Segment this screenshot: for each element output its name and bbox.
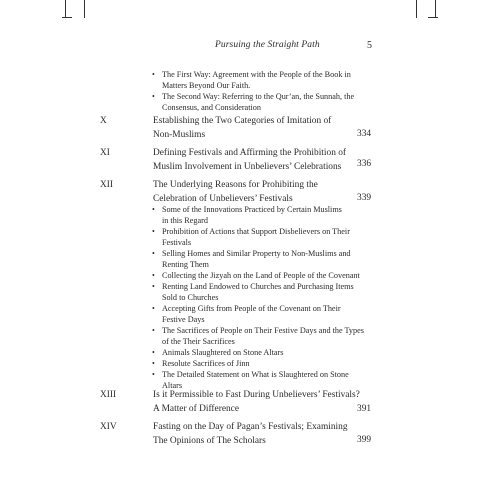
chapter-title: Fasting on the Day of Pagan’s Festivals; Examining The Opinions of The Scholars [153,422,348,446]
page-number: 5 [367,40,372,51]
toc-bullet: • Resolute Sacrifices of Jinn [152,359,250,368]
toc-bullet: • Selling Homes and Similar Property to Non-Muslims and Renting Them [152,249,351,270]
toc-bullet: • Accepting Gifts from People of the Covenant on Their Festive Days [152,304,341,325]
toc-bullet: • Some of the Innovations Practiced by Certain Muslims in this Regard [152,205,342,226]
crop-mark-top-left-v2 [84,0,85,18]
chapter-page: 336 [357,159,372,169]
chapter-numeral: XI [100,148,110,158]
crop-mark-top-right-h [428,17,438,18]
chapter-page: 339 [357,193,372,203]
toc-bullet: • The Sacrifices of People on Their Festive Days and the Types of the Their Sacrifices [152,326,364,347]
toc-bullet: • Renting Land Endowed to Churches and Purchasing Items Sold to Churches [152,282,354,303]
crop-mark-top-right-v2 [435,0,436,18]
chapter-title: The Underlying Reasons for Prohibiting the Celebration of Unbelievers’ Festivals [153,180,318,204]
toc-bullet: • Collecting the Jizyah on the Land of People of the Covenant [152,271,360,280]
toc-bullet: • Animals Slaughtered on Stone Altars [152,348,284,357]
toc-bullet: • The First Way: Agreement with the People of the Book in Matters Beyond Our Faith. [152,70,351,91]
chapter-numeral: X [100,116,107,126]
crop-mark-top-left-v [65,0,66,18]
running-head [0,40,500,54]
toc-bullet: • The Detailed Statement on What is Slaughtered on Stone Altars [152,370,349,391]
chapter-page: 399 [357,435,372,445]
running-head-title: Pursuing the Straight Path [215,40,320,50]
chapter-title: Is it Permissible to Fast During Unbelievers’ Festivals? A Matter of Difference [153,390,360,414]
chapter-numeral: XIV [100,422,117,432]
chapter-page: 391 [357,404,372,414]
chapter-numeral: XIII [100,390,117,400]
toc-bullet: • Prohibition of Actions that Support Disbelievers on Their Festivals [152,227,350,248]
toc-bullet: • The Second Way: Referring to the Qur’an, the Sunnah, the Consensus, and Consideration [152,92,355,113]
chapter-title: Establishing the Two Categories of Imitation of Non-Muslims [153,116,332,140]
chapter-page: 334 [357,129,372,139]
chapter-title: Defining Festivals and Affirming the Prohibition of Muslim Involvement in Unbelievers’ Celebrations [153,148,347,172]
crop-mark-top-right-v [416,0,417,18]
crop-mark-top-left-h [62,17,72,18]
chapter-numeral: XII [100,180,114,190]
